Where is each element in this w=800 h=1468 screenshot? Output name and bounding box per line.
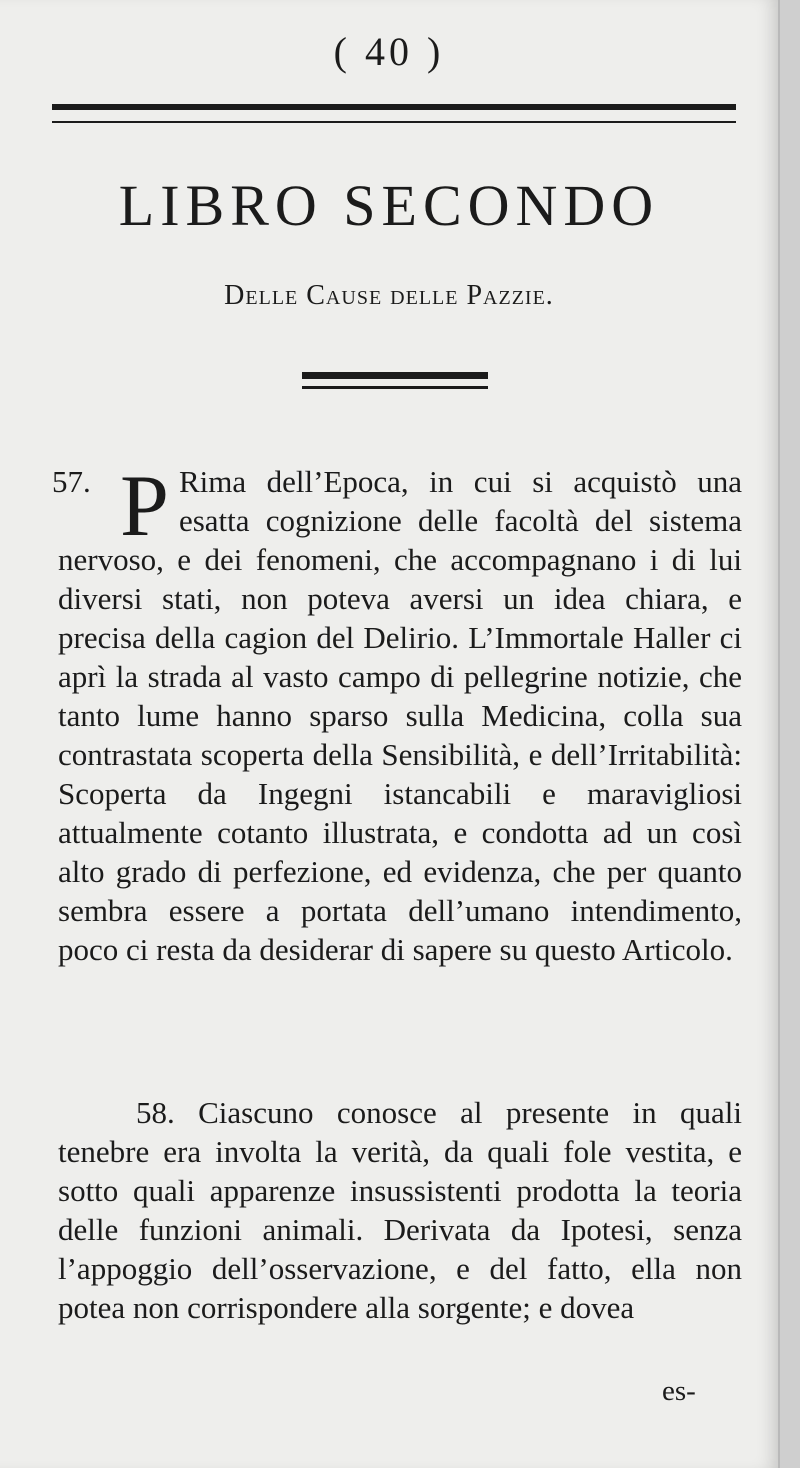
catchword: es- [662, 1375, 696, 1407]
chapter-heading: Delle Cause delle Pazzie. [224, 280, 554, 311]
ornament-rule-thick [302, 372, 488, 379]
book-title: LIBRO SECONDO [118, 173, 660, 238]
header-rule-thick [52, 104, 736, 110]
drop-cap: P [120, 458, 169, 555]
page-number: ( 40 ) [333, 29, 445, 74]
paragraph-58: 58. Ciascuno conosce al presente in quali tenebre era involta la verità, da quali fole vestita, e sotto quali apparenze insussistenti prodotta la teoria delle funzioni animali. Derivata da Ipotesi, senza l’appoggio dell’osservazione, e del fatto, ella non potea non corrispondere alla sorgente; e dovea [58, 1095, 742, 1325]
ornament-rule-thin [302, 386, 488, 389]
paragraph-57 [52, 458, 742, 969]
paragraph-57-text: Rima dell’Epoca, in cui si acquistò una esatta cognizione delle facoltà del sistema nervoso, e dei fenomeni, che accompagnano i di lui diversi stati, non poteva aversi un idea chiara, e precisa della cagion del Delirio. L’Immortale Haller ci aprì la strada al vasto campo di pellegrine notizie, che tanto lume hanno sparso sulla Medicina, colla sua contrastata scoperta della Sensibilità, e dell’Irritabilità: Scoperta da Ingegni istancabili e maravigliosi attualmente cotanto illustrata, e condotta ad un così alto grado di perfezione, ed evidenza, che per quanto sembra essere a portata dell’umano intendimento, poco ci resta da desiderar di sapere su questo Articolo. [58, 464, 742, 967]
paragraph-number: 57. [52, 464, 91, 499]
header-rule-thin [52, 121, 736, 123]
